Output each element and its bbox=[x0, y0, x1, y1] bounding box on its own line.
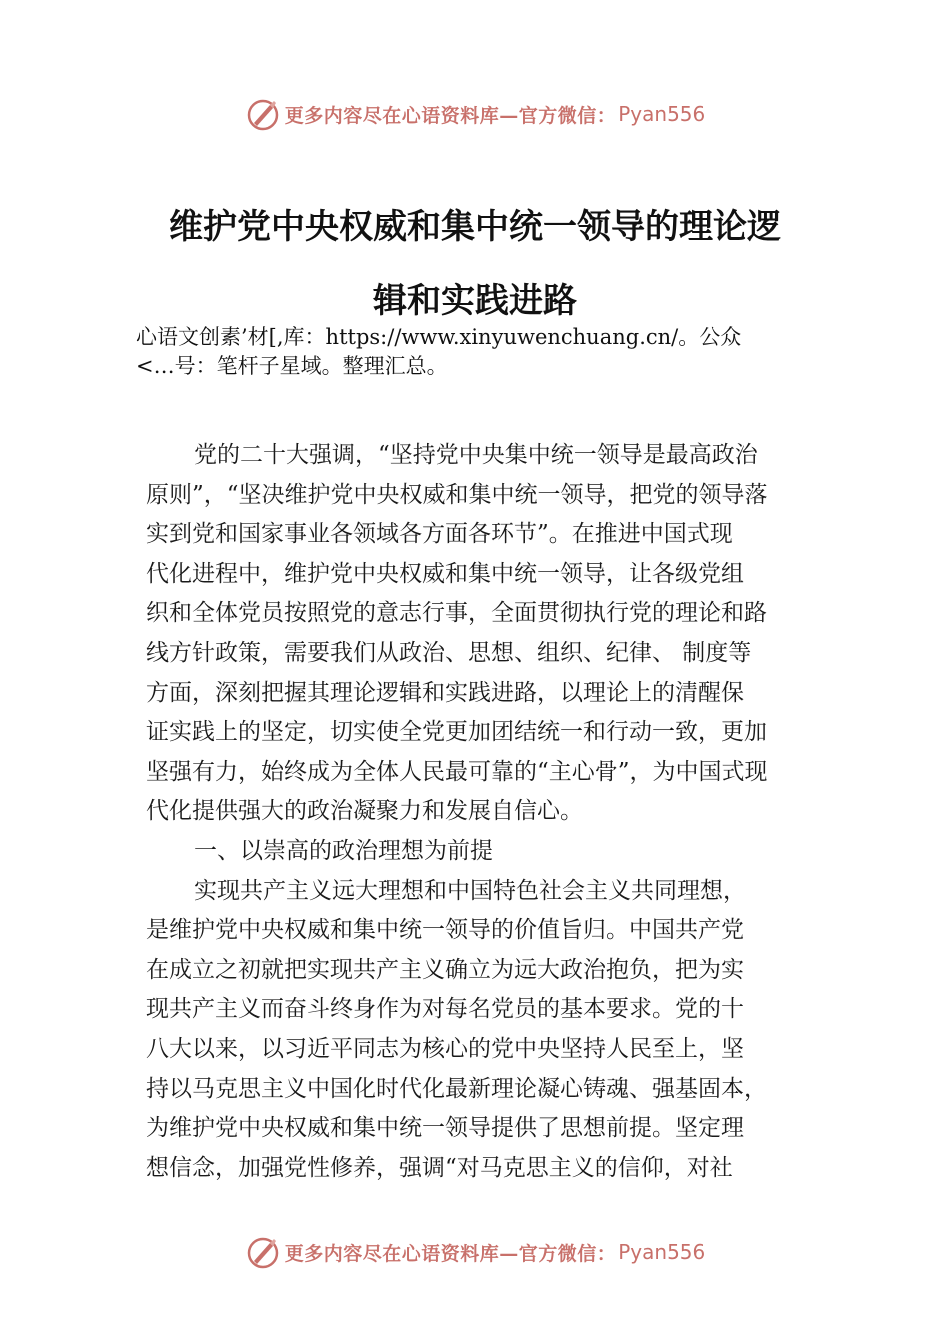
body-line: 原则”，“坚决维护党中央权威和集中统一领导，把党的领导落 bbox=[146, 481, 768, 508]
body-line: 线方针政策，需要我们从政治、思想、组织、纪律、 制度等 bbox=[146, 639, 752, 666]
section-heading: 一、以崇高的政治理想为前提 bbox=[194, 837, 493, 864]
body-line: 想信念，加强党性修养，强调“对马克思主义的信仰，对社 bbox=[146, 1154, 733, 1181]
document-title-line-1: 维护党中央权威和集中统一领导的理论逻 bbox=[169, 207, 781, 247]
body-line: 八大以来，以习近平同志为核心的党中央坚持人民至上，坚 bbox=[146, 1035, 744, 1062]
pen-logo-icon bbox=[245, 1234, 281, 1270]
body-line: 代化提供强大的政治凝聚力和发展自信心。 bbox=[146, 798, 583, 825]
banner-wechat-id: Pyan556 bbox=[618, 1240, 706, 1264]
banner-text: 更多内容尽在心语资料库—官方微信： bbox=[284, 104, 617, 127]
body-line: 持以马克思主义中国化时代化最新理论凝心铸魂、强基固本， bbox=[146, 1075, 767, 1102]
body-line: 织和全体党员按照党的意志行事，全面贯彻执行党的理论和路 bbox=[146, 600, 767, 627]
source-note-line-2: <…号：笔杆子星域。整理汇总。 bbox=[136, 354, 448, 378]
footer-banner bbox=[0, 1232, 950, 1272]
body-line: 证实践上的坚定，切实使全党更加团结统一和行动一致，更加 bbox=[146, 719, 767, 746]
banner-text: 更多内容尽在心语资料库—官方微信： bbox=[284, 1242, 617, 1265]
body-line: 为维护党中央权威和集中统一领导提供了思想前提。坚定理 bbox=[146, 1115, 744, 1142]
body-line: 实现共产主义远大理想和中国特色社会主义共同理想， bbox=[194, 877, 746, 904]
body-line: 是维护党中央权威和集中统一领导的价值旨归。中国共产党 bbox=[146, 917, 744, 944]
document-title-line-2: 辑和实践进路 bbox=[373, 281, 577, 321]
source-note bbox=[136, 323, 856, 381]
body-line: 实到党和国家事业各领域各方面各环节”。在推进中国式现 bbox=[146, 521, 733, 548]
pen-logo-icon bbox=[245, 96, 281, 132]
document-body bbox=[146, 436, 826, 1188]
body-line: 在成立之初就把实现共产主义确立为远大政治抱负，把为实 bbox=[146, 956, 744, 983]
body-line: 代化进程中，维护党中央权威和集中统一领导，让各级党组 bbox=[146, 560, 744, 587]
body-line: 方面，深刻把握其理论逻辑和实践进路，以理论上的清醒保 bbox=[146, 679, 744, 706]
body-line: 党的二十大强调，“坚持党中央集中统一领导是最高政治 bbox=[194, 442, 758, 468]
banner-wechat-id: Pyan556 bbox=[618, 102, 706, 126]
body-line: 现共产主义而奋斗终身作为对每名党员的基本要求。党的十 bbox=[146, 996, 744, 1023]
body-line: 坚强有力，始终成为全体人民最可靠的“主心骨”，为中国式现 bbox=[146, 758, 768, 785]
source-note-line-1: 心语文创素’材[,库：https://www.xinyuwenchuang.cn/。公众 bbox=[136, 325, 742, 349]
header-banner bbox=[0, 94, 950, 134]
